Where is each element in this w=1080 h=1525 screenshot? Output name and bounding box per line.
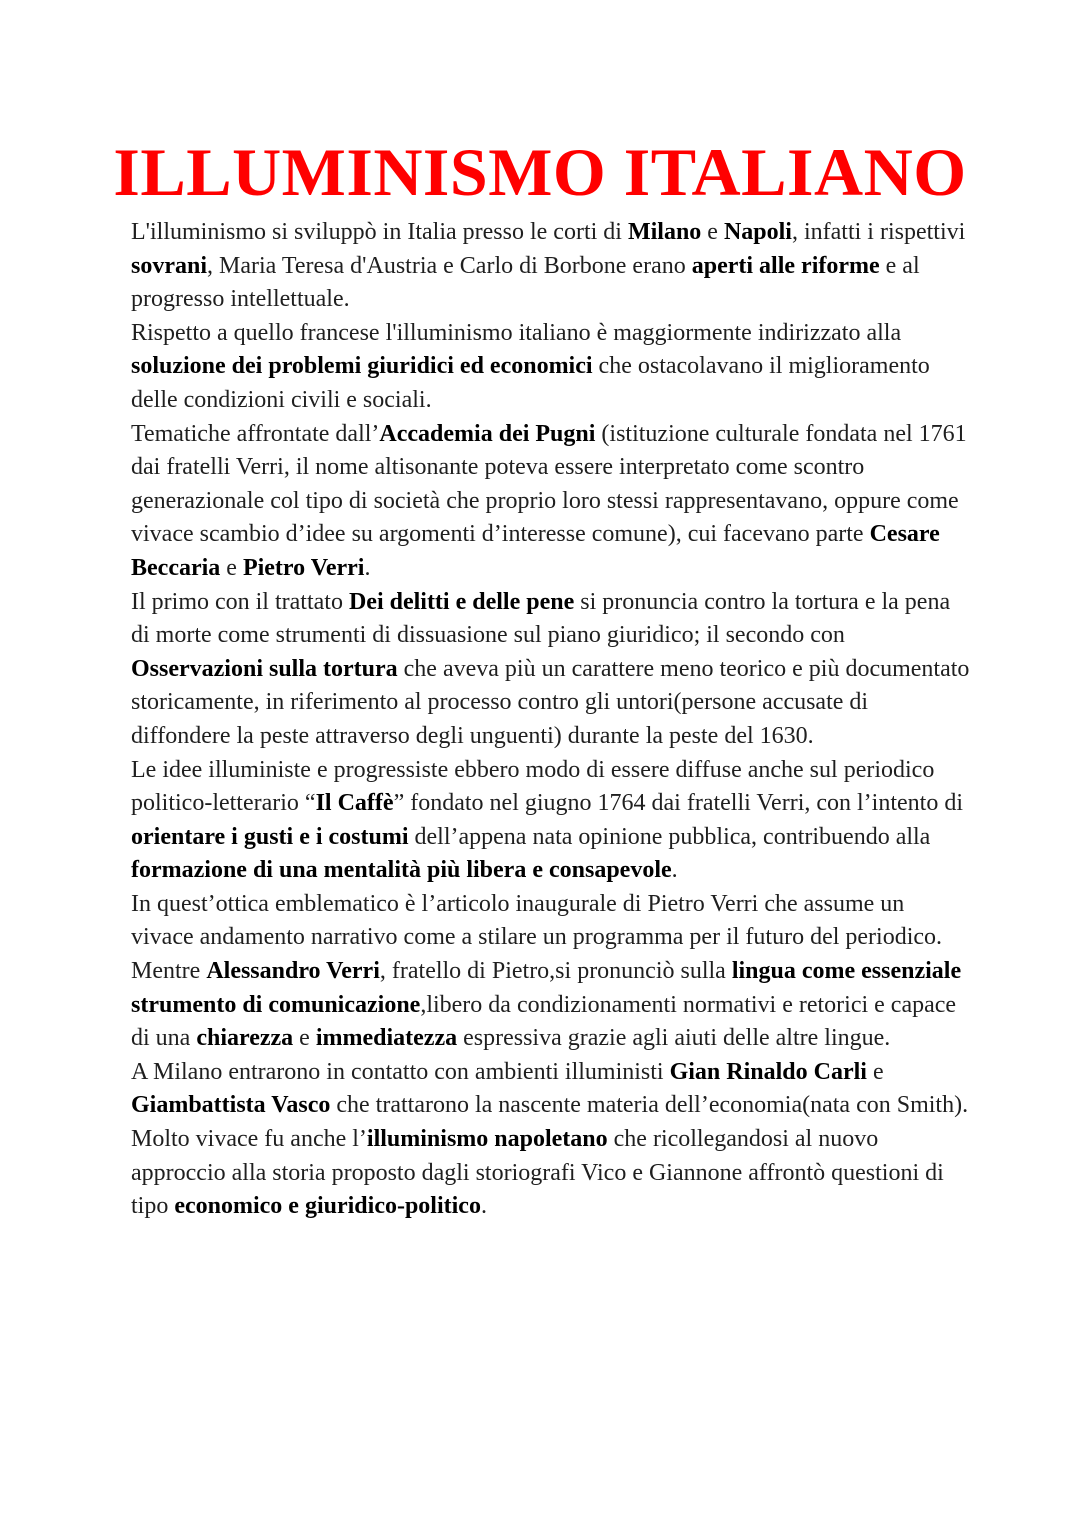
bold-text: Dei delitti e delle pene (348, 588, 575, 615)
text-segment: e al progresso intellettuale. (131, 252, 920, 313)
paragraph-confronto-francese (131, 317, 971, 418)
text-segment: ” fondato nel giugno 1764 dai fratelli Verri, con l’intento di (393, 790, 963, 817)
paragraph-accademia-pugni (131, 418, 971, 586)
text-segment: che ostacolavano il miglioramento delle condizioni civili e sociali. (131, 353, 930, 413)
bold-text: sovrani (131, 252, 208, 279)
bold-text: orientare i gusti e i costumi (131, 823, 409, 850)
text-segment: . (364, 554, 371, 581)
text-segment: e (866, 1058, 884, 1085)
bold-text: Napoli (723, 219, 792, 245)
paragraph-illuminismo-napoletano (131, 1123, 971, 1224)
text-segment: Il primo con il trattato (131, 588, 349, 615)
paragraph-il-caffe (131, 754, 971, 888)
bold-text: Cesare Beccaria (131, 521, 940, 581)
text-segment: Tematiche affrontate dall’ (131, 420, 380, 447)
text-segment: e (701, 219, 724, 245)
bold-text: Milano (627, 219, 702, 245)
bold-text: aperti alle riforme (691, 252, 880, 279)
paragraph-beccaria-verri (131, 586, 971, 754)
text-segment: e (220, 554, 243, 581)
bold-text: formazione di una mentalità più libera e consapevole (131, 857, 672, 884)
text-segment: , fratello di Pietro,si pronunciò sulla (379, 958, 732, 985)
bold-text: Giambattista Vasco (131, 1092, 331, 1119)
bold-text: Pietro Verri (242, 554, 365, 581)
text-segment: L'illuminismo si sviluppò in Italia presso le corti di (131, 219, 628, 245)
bold-text: immediatezza (315, 1025, 458, 1052)
text-segment: , infatti i rispettivi (791, 219, 966, 245)
text-segment: che trattarono la nascente materia dell’economia(nata con Smith). (330, 1092, 969, 1119)
bold-text: Osservazioni sulla tortura (131, 655, 398, 682)
text-segment: espressiva grazie agli aiuti delle altre lingue. (457, 1025, 891, 1052)
bold-text: Il Caffè (315, 790, 394, 817)
text-segment: . (480, 1193, 487, 1220)
text-segment: dell’appena nata opinione pubblica, contribuendo alla (408, 823, 931, 850)
text-segment: Rispetto a quello francese l'illuminismo italiano è maggiormente indirizzato alla (131, 319, 902, 346)
bold-text: chiarezza (196, 1025, 294, 1052)
page-title: ILLUMINISMO ITALIANO (113, 134, 967, 210)
text-segment: e (293, 1025, 316, 1052)
text-segment: (istituzione culturale fondata nel 1761 dai fratelli Verri, il nome altisonante poteva essere interpretato come scontro generazionale col tipo di società che proprio loro stessi rappresentavano, oppure come vivace scambio d’idee su argomenti d’interesse comune), cui facevano parte (131, 420, 967, 548)
text-segment: , Maria Teresa d'Austria e Carlo di Borbone erano (207, 252, 692, 279)
bold-text: soluzione dei problemi giuridici ed economici (131, 353, 593, 380)
bold-text: Accademia dei Pugni (379, 420, 596, 447)
text-segment: A Milano entrarono in contatto con ambienti illuministi (131, 1058, 670, 1085)
text-segment: si pronuncia contro la tortura e la pena di morte come strumenti di dissuasione sul piano giuridico; il secondo con (131, 588, 951, 649)
text-segment: . (671, 857, 678, 884)
text-segment: Le idee illuministe e progressiste ebbero modo di essere diffuse anche sul periodico politico-letterario “ (131, 756, 935, 817)
bold-text: Alessandro Verri (206, 958, 380, 985)
text-segment: Molto vivace fu anche l’ (131, 1126, 367, 1153)
text-segment: ,libero da condizionamenti normativi e retorici e capace di una (131, 991, 957, 1052)
text-segment: che ricollegandosi al nuovo approccio alla storia proposto dagli storiografi Vico e Giannone affrontò questioni di tipo (131, 1126, 944, 1220)
paragraph-intro (131, 216, 971, 317)
bold-text: Gian Rinaldo Carli (669, 1058, 867, 1085)
bold-text: lingua come essenziale strumento di comunicazione (131, 958, 962, 1018)
paragraph-articolo-inaugurale (131, 888, 971, 1056)
text-segment: In quest’ottica emblematico è l’articolo inaugurale di Pietro Verri che assume un vivace andamento narrativo come a stilare un programma per il futuro del periodico. Mentre (131, 890, 943, 985)
bold-text: economico e giuridico-politico (174, 1193, 481, 1220)
paragraph-economia-milano (131, 1056, 971, 1123)
text-segment: che aveva più un carattere meno teorico e più documentato storicamente, in riferimento al processo contro gli untori(persone accusate di diffondere la peste attraverso degli unguenti) durante la peste del 1630. (131, 655, 970, 749)
document-body (131, 216, 971, 1224)
bold-text: illuminismo napoletano (366, 1126, 608, 1153)
